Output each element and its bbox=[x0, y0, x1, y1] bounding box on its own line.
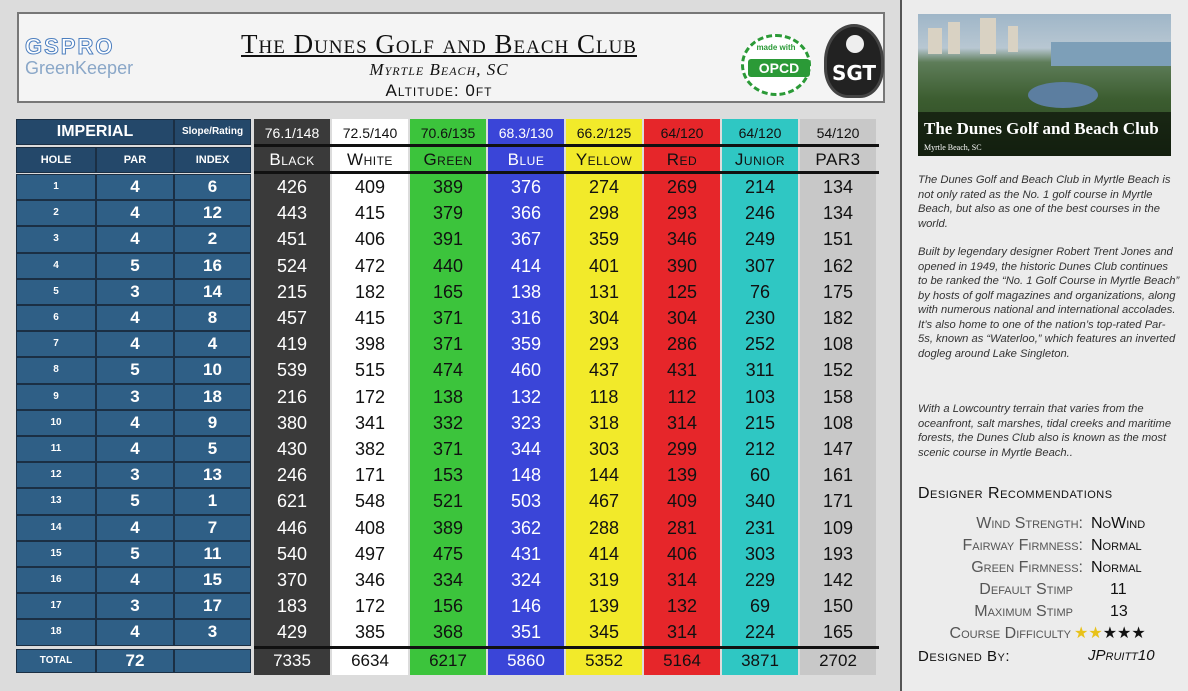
rec-wind-strength bbox=[902, 515, 1188, 537]
tee-yardage: 304 bbox=[588, 308, 620, 328]
tee-yardage: 401 bbox=[588, 255, 620, 276]
opcd-badge-icon bbox=[741, 34, 811, 96]
tee-yardage: 539 bbox=[276, 360, 308, 381]
tee-yardage: 440 bbox=[432, 255, 464, 276]
hole-index: 2 bbox=[174, 226, 251, 252]
tee-yardage: 182 bbox=[822, 308, 854, 328]
header-divider bbox=[254, 144, 879, 147]
tee-yardage: 389 bbox=[432, 517, 464, 538]
par-header: PAR bbox=[96, 147, 174, 173]
tee-yardage: 60 bbox=[749, 465, 771, 486]
hole-par: 4 bbox=[96, 515, 174, 541]
tee-yardage: 132 bbox=[666, 596, 698, 617]
index-header: INDEX bbox=[174, 147, 251, 173]
tee-yardage: 293 bbox=[666, 203, 698, 224]
hole-number: 18 bbox=[16, 619, 96, 645]
tee-name: PAR3 bbox=[815, 150, 861, 169]
star-empty-icon: ★ bbox=[1102, 625, 1118, 642]
tee-yardage: 431 bbox=[666, 360, 698, 381]
tee-yardage: 474 bbox=[432, 360, 464, 381]
hole-number: 3 bbox=[16, 226, 96, 252]
tee-yardage: 118 bbox=[589, 386, 619, 407]
tee-yardage: 314 bbox=[666, 570, 698, 590]
tee-yardage: 460 bbox=[510, 360, 542, 381]
tee-yardage: 366 bbox=[510, 203, 542, 224]
opcd-badge-label: OPCD bbox=[748, 59, 810, 77]
hole-number: 2 bbox=[16, 200, 96, 226]
tee-yardage: 475 bbox=[432, 543, 464, 564]
recommendations-title: Designer Recommendations bbox=[918, 485, 1113, 502]
tee-yardage: 345 bbox=[588, 622, 620, 643]
title-block bbox=[169, 28, 709, 102]
gspro-logo-text: GSPRO bbox=[25, 34, 115, 59]
tee-yardage: 437 bbox=[588, 360, 620, 381]
hole-par: 4 bbox=[96, 226, 174, 252]
tee-yardage: 443 bbox=[276, 203, 308, 224]
hole-index: 14 bbox=[174, 279, 251, 305]
tee-rating: 76.1/148 bbox=[264, 125, 320, 141]
tee-yardage: 389 bbox=[432, 177, 464, 197]
tee-rating: 72.5/140 bbox=[342, 125, 398, 141]
hole-par: 4 bbox=[96, 331, 174, 357]
tee-yardage: 319 bbox=[588, 570, 620, 590]
tee-yardage: 212 bbox=[744, 439, 776, 459]
tee-column-white bbox=[332, 119, 408, 675]
tee-yardage: 316 bbox=[510, 308, 542, 328]
tee-yardage: 165 bbox=[432, 281, 464, 302]
tee-rating: 54/120 bbox=[816, 125, 860, 141]
tee-yardage: 429 bbox=[276, 622, 308, 643]
tee-total: 5860 bbox=[507, 651, 545, 670]
rec-label: Course Difficulty bbox=[949, 625, 1071, 642]
tee-yardage: 408 bbox=[354, 517, 386, 538]
tee-yardage: 382 bbox=[354, 439, 386, 459]
tee-rating: 70.6/135 bbox=[420, 125, 476, 141]
hole-index: 16 bbox=[174, 253, 251, 279]
tee-yardage: 274 bbox=[588, 177, 620, 197]
tee-yardage: 182 bbox=[354, 281, 386, 302]
hole-number: 1 bbox=[16, 174, 96, 200]
tee-yardage: 359 bbox=[510, 334, 542, 355]
tee-yardage: 215 bbox=[276, 281, 308, 302]
hole-number: 9 bbox=[16, 384, 96, 410]
hole-number: 15 bbox=[16, 541, 96, 567]
hole-par: 3 bbox=[96, 462, 174, 488]
hole-number: 4 bbox=[16, 253, 96, 279]
hole-number: 7 bbox=[16, 331, 96, 357]
star-filled-icon: ★ bbox=[1074, 625, 1089, 642]
tee-yardage: 332 bbox=[432, 412, 464, 433]
greenkeeper-logo-text: GreenKeeper bbox=[25, 58, 134, 78]
tee-yardage: 165 bbox=[822, 622, 854, 643]
hole-index: 8 bbox=[174, 305, 251, 331]
hole-index: 3 bbox=[174, 619, 251, 645]
tee-yardage: 314 bbox=[666, 622, 698, 643]
tee-yardage: 146 bbox=[510, 596, 542, 617]
lake-shape bbox=[1028, 82, 1098, 108]
hole-index: 17 bbox=[174, 593, 251, 619]
tee-yardage: 409 bbox=[354, 177, 386, 197]
tee-yardage: 293 bbox=[588, 334, 620, 355]
hole-index: 12 bbox=[174, 200, 251, 226]
hole-number: 12 bbox=[16, 462, 96, 488]
total-divider bbox=[254, 646, 879, 649]
course-info-panel bbox=[902, 0, 1188, 691]
tee-yardage: 548 bbox=[354, 491, 386, 512]
tee-yardage: 134 bbox=[822, 177, 854, 197]
tee-yardage: 162 bbox=[822, 255, 854, 276]
tee-yardage: 497 bbox=[354, 543, 386, 564]
tee-yardage: 415 bbox=[354, 308, 386, 328]
tee-yardage: 467 bbox=[588, 491, 620, 512]
slope-rating-label: Slope/Rating bbox=[174, 119, 251, 145]
tee-rating: 68.3/130 bbox=[498, 125, 554, 141]
tee-yardage: 125 bbox=[666, 281, 698, 302]
tee-yardage: 521 bbox=[432, 491, 464, 512]
tee-yardage: 214 bbox=[744, 177, 776, 197]
tee-yardage: 69 bbox=[749, 596, 771, 617]
hole-number: 17 bbox=[16, 593, 96, 619]
hole-par: 4 bbox=[96, 305, 174, 331]
opcd-badge-caption: made with bbox=[756, 43, 796, 52]
hole-par: 5 bbox=[96, 357, 174, 383]
tee-yardage: 231 bbox=[744, 517, 776, 538]
hole-number: 8 bbox=[16, 357, 96, 383]
tee-yardage: 108 bbox=[822, 334, 854, 355]
tee-yardage: 103 bbox=[744, 386, 776, 407]
designer-name: JPruitt10 bbox=[1088, 647, 1155, 664]
tee-yardage: 419 bbox=[276, 334, 308, 355]
tee-yardage: 426 bbox=[276, 177, 308, 197]
tee-total: 7335 bbox=[273, 651, 311, 670]
tee-yardage: 112 bbox=[667, 386, 697, 407]
hole-index: 5 bbox=[174, 436, 251, 462]
rec-value: Normal bbox=[1091, 537, 1142, 554]
tee-yardage: 147 bbox=[822, 439, 854, 459]
tee-yardage: 323 bbox=[510, 412, 542, 433]
tee-yardage: 430 bbox=[276, 439, 308, 459]
tee-name: Green bbox=[423, 150, 473, 169]
tee-yardage: 351 bbox=[510, 622, 542, 643]
tee-yardage: 524 bbox=[276, 255, 308, 276]
rec-value: 11 bbox=[1110, 581, 1127, 598]
tee-yardage: 414 bbox=[510, 255, 542, 276]
tee-yardage: 172 bbox=[354, 386, 386, 407]
tee-yardage: 76 bbox=[749, 281, 771, 302]
tee-yardage: 472 bbox=[354, 255, 386, 276]
tee-yardage: 379 bbox=[432, 203, 464, 224]
tee-yardage: 131 bbox=[588, 281, 620, 302]
tee-total: 3871 bbox=[741, 651, 779, 670]
tee-yardage: 446 bbox=[276, 517, 308, 538]
tee-yardage: 376 bbox=[510, 177, 542, 197]
ocean-shape bbox=[1051, 42, 1171, 66]
tee-yardage: 224 bbox=[744, 622, 776, 643]
course-photo bbox=[918, 14, 1171, 156]
photo-title: The Dunes Golf and Beach Club bbox=[924, 119, 1159, 138]
tee-yardage: 132 bbox=[510, 386, 542, 407]
tee-yardage: 314 bbox=[666, 412, 698, 433]
tee-yardage: 183 bbox=[276, 596, 308, 617]
tee-yardage: 171 bbox=[822, 491, 854, 512]
tee-yardage: 142 bbox=[822, 570, 854, 590]
tee-yardage: 134 bbox=[822, 203, 854, 224]
tee-yardage: 340 bbox=[744, 491, 776, 512]
tee-yardage: 371 bbox=[432, 308, 464, 328]
tee-yardage: 398 bbox=[354, 334, 386, 355]
hole-par: 5 bbox=[96, 541, 174, 567]
tee-yardage: 621 bbox=[276, 491, 308, 512]
sgt-badge-label: SGT bbox=[831, 61, 877, 85]
building-shape bbox=[948, 22, 960, 54]
star-empty-icon: ★ bbox=[1131, 625, 1146, 642]
hole-par: 4 bbox=[96, 567, 174, 593]
designed-by-label: Designed By: bbox=[918, 648, 1011, 665]
hole-index: 18 bbox=[174, 384, 251, 410]
tee-yardage: 108 bbox=[822, 412, 854, 433]
tee-yardage: 415 bbox=[354, 203, 386, 224]
hole-index: 13 bbox=[174, 462, 251, 488]
hole-index: 7 bbox=[174, 515, 251, 541]
rec-maximum-stimp bbox=[902, 603, 1188, 625]
tee-column-blue bbox=[488, 119, 564, 675]
rec-label: Default Stimp bbox=[979, 581, 1073, 598]
tee-yardage: 246 bbox=[276, 465, 308, 486]
tee-yardage: 409 bbox=[666, 491, 698, 512]
tee-yardage: 229 bbox=[744, 570, 776, 590]
hole-number: 13 bbox=[16, 488, 96, 514]
tee-column-green bbox=[410, 119, 486, 675]
tee-yardage: 391 bbox=[432, 229, 464, 250]
tee-yardage: 451 bbox=[276, 229, 308, 250]
tee-name: Red bbox=[666, 150, 698, 169]
hole-index: 10 bbox=[174, 357, 251, 383]
tee-yardage: 152 bbox=[822, 360, 854, 381]
tee-rating: 64/120 bbox=[660, 125, 704, 141]
tee-yardage: 371 bbox=[432, 334, 464, 355]
rec-value: Normal bbox=[1091, 559, 1142, 576]
tee-yardage: 307 bbox=[744, 255, 776, 276]
tee-yardage: 138 bbox=[510, 281, 542, 302]
photo-subtitle: Myrtle Beach, SC bbox=[924, 143, 982, 152]
tee-name: White bbox=[347, 150, 393, 169]
tee-yardage: 151 bbox=[822, 229, 854, 250]
tee-yardage: 172 bbox=[354, 596, 386, 617]
tee-name: Black bbox=[269, 150, 315, 169]
hole-number: 10 bbox=[16, 410, 96, 436]
hole-index: 11 bbox=[174, 541, 251, 567]
rec-label: Fairway Firmness: bbox=[962, 537, 1083, 554]
hole-index: 1 bbox=[174, 488, 251, 514]
tee-name: Blue bbox=[507, 150, 545, 169]
tee-yardage: 406 bbox=[666, 543, 698, 564]
sgt-badge-icon bbox=[824, 24, 884, 98]
scorecard bbox=[16, 119, 879, 675]
rec-fairway-firmness bbox=[902, 537, 1188, 559]
tee-yardage: 370 bbox=[276, 570, 308, 590]
tee-yardage: 385 bbox=[354, 622, 386, 643]
course-altitude: Altitude: 0ft bbox=[385, 81, 493, 100]
tee-yardage: 304 bbox=[666, 308, 698, 328]
tee-yardage: 230 bbox=[744, 308, 776, 328]
tee-yardage: 161 bbox=[822, 465, 854, 486]
tee-yardage: 299 bbox=[666, 439, 698, 459]
rec-default-stimp bbox=[902, 581, 1188, 603]
rec-course-difficulty bbox=[902, 625, 1188, 647]
hole-par: 5 bbox=[96, 488, 174, 514]
tee-total: 5164 bbox=[663, 651, 701, 670]
tee-yardage: 298 bbox=[588, 203, 620, 224]
tee-yardage: 367 bbox=[510, 229, 542, 250]
total-label: TOTAL bbox=[16, 649, 96, 673]
course-location: Myrtle Beach, SC bbox=[369, 60, 509, 79]
hole-par: 3 bbox=[96, 384, 174, 410]
hole-number: 11 bbox=[16, 436, 96, 462]
rec-label: Maximum Stimp bbox=[974, 603, 1073, 620]
tee-column-red bbox=[644, 119, 720, 675]
tee-yardage: 139 bbox=[666, 465, 698, 486]
hole-index: 9 bbox=[174, 410, 251, 436]
tee-yardage: 269 bbox=[666, 177, 698, 197]
tee-yardage: 341 bbox=[354, 412, 386, 433]
hole-index: 15 bbox=[174, 567, 251, 593]
difficulty-stars bbox=[1074, 625, 1146, 643]
description-paragraph: The Dunes Golf and Beach Club in Myrtle Beach is not only rated as the No. 1 golf course in Myrtle Beach, but also as one of the best courses in the world. bbox=[918, 174, 1171, 230]
hole-number: 14 bbox=[16, 515, 96, 541]
hole-par: 4 bbox=[96, 410, 174, 436]
hole-index: 6 bbox=[174, 174, 251, 200]
hole-number: 5 bbox=[16, 279, 96, 305]
hole-number: 6 bbox=[16, 305, 96, 331]
tee-yardage: 311 bbox=[745, 360, 775, 381]
index-total-blank bbox=[174, 649, 251, 673]
tee-name: Yellow bbox=[575, 150, 633, 169]
tee-rating: 64/120 bbox=[738, 125, 782, 141]
tee-yardage: 144 bbox=[588, 465, 620, 486]
star-empty-icon: ★ bbox=[1117, 625, 1132, 642]
tee-yardage: 406 bbox=[354, 229, 386, 250]
tee-yardage: 431 bbox=[510, 543, 542, 564]
tee-yardage: 249 bbox=[744, 229, 776, 250]
hole-par: 4 bbox=[96, 200, 174, 226]
tee-yardage: 156 bbox=[432, 596, 464, 617]
tee-yardage: 324 bbox=[510, 570, 542, 590]
header-divider bbox=[254, 171, 879, 174]
tee-yardage: 288 bbox=[588, 517, 620, 538]
tee-yardage: 252 bbox=[744, 334, 776, 355]
tee-total: 5352 bbox=[585, 651, 623, 670]
tee-yardage: 246 bbox=[744, 203, 776, 224]
tee-yardage: 368 bbox=[432, 622, 464, 643]
building-shape bbox=[1008, 26, 1018, 52]
tee-total: 6217 bbox=[429, 651, 467, 670]
golf-ball-icon bbox=[846, 35, 864, 53]
tee-yardage: 175 bbox=[822, 281, 854, 302]
rec-value: NoWind bbox=[1091, 515, 1146, 532]
tee-yardage: 334 bbox=[432, 570, 464, 590]
hole-par: 3 bbox=[96, 279, 174, 305]
par-total: 72 bbox=[96, 649, 174, 673]
course-header bbox=[17, 12, 885, 103]
tee-yardage: 193 bbox=[822, 543, 854, 564]
hole-number: 16 bbox=[16, 567, 96, 593]
tee-yardage: 346 bbox=[666, 229, 698, 250]
tee-yardage: 515 bbox=[354, 360, 386, 381]
tee-yardage: 346 bbox=[354, 570, 386, 590]
tee-total: 2702 bbox=[819, 651, 857, 670]
building-shape bbox=[928, 28, 942, 54]
star-filled-icon: ★ bbox=[1088, 625, 1103, 642]
tee-yardage: 371 bbox=[432, 439, 464, 459]
hole-par: 4 bbox=[96, 436, 174, 462]
tee-yardage: 390 bbox=[666, 255, 698, 276]
hole-par: 5 bbox=[96, 253, 174, 279]
tee-yardage: 148 bbox=[510, 465, 542, 486]
hole-par: 3 bbox=[96, 593, 174, 619]
rec-label: Wind Strength: bbox=[976, 515, 1083, 532]
hole-index: 4 bbox=[174, 331, 251, 357]
tee-yardage: 139 bbox=[588, 596, 620, 617]
tee-column-yellow bbox=[566, 119, 642, 675]
tee-column-par3 bbox=[800, 119, 876, 675]
tee-yardage: 153 bbox=[432, 465, 464, 486]
rec-label: Green Firmness: bbox=[971, 559, 1083, 576]
tee-yardage: 344 bbox=[510, 439, 542, 459]
tee-yardage: 215 bbox=[744, 412, 776, 433]
hole-header: HOLE bbox=[16, 147, 96, 173]
rec-value: 13 bbox=[1110, 603, 1128, 620]
tee-yardage: 380 bbox=[276, 412, 308, 433]
tee-rating: 66.2/125 bbox=[576, 125, 632, 141]
tee-yardage: 457 bbox=[276, 308, 308, 328]
description-paragraph: Built by legendary designer Robert Trent Jones and opened in 1949, the historic Dunes Club continues to be ranked the “No. 1 Golf Course in Myrtle Beach” by hosts of golf magazines and organizations, along with numerous national and international accolades. It’s also home to one of the nation’s top-rated Par-5s, known as “Waterloo,” which features an inverted dogleg around Lake Singleton. bbox=[918, 246, 1180, 360]
tee-total: 6634 bbox=[351, 651, 389, 670]
hole-par: 4 bbox=[96, 619, 174, 645]
tee-yardage: 138 bbox=[432, 386, 464, 407]
units-label: IMPERIAL bbox=[16, 119, 174, 145]
tee-column-junior bbox=[722, 119, 798, 675]
tee-yardage: 318 bbox=[588, 412, 620, 433]
tee-column-black bbox=[254, 119, 330, 675]
tee-yardage: 359 bbox=[588, 229, 620, 250]
building-shape bbox=[980, 18, 996, 54]
course-title: The Dunes Golf and Beach Club bbox=[241, 29, 637, 59]
description-paragraph: With a Lowcountry terrain that varies from the oceanfront, salt marshes, tidal creeks and maritime forests, the Dunes Club also is known as the most scenic course in Myrtle Beach.. bbox=[918, 403, 1172, 459]
tee-yardage: 503 bbox=[510, 491, 542, 512]
tee-yardage: 158 bbox=[822, 386, 854, 407]
tee-yardage: 362 bbox=[510, 517, 542, 538]
tee-name: Junior bbox=[734, 150, 786, 169]
hole-par: 4 bbox=[96, 174, 174, 200]
gspro-logo bbox=[25, 36, 165, 78]
tee-yardage: 216 bbox=[276, 386, 308, 407]
tee-yardage: 150 bbox=[822, 596, 854, 617]
rec-green-firmness bbox=[902, 559, 1188, 581]
tee-yardage: 540 bbox=[276, 543, 308, 564]
tee-yardage: 109 bbox=[822, 517, 854, 538]
tee-yardage: 281 bbox=[666, 517, 698, 538]
tee-yardage: 286 bbox=[666, 334, 698, 355]
tee-yardage: 303 bbox=[588, 439, 620, 459]
tee-yardage: 171 bbox=[354, 465, 386, 486]
tee-yardage: 414 bbox=[588, 543, 620, 564]
tee-yardage: 303 bbox=[744, 543, 776, 564]
